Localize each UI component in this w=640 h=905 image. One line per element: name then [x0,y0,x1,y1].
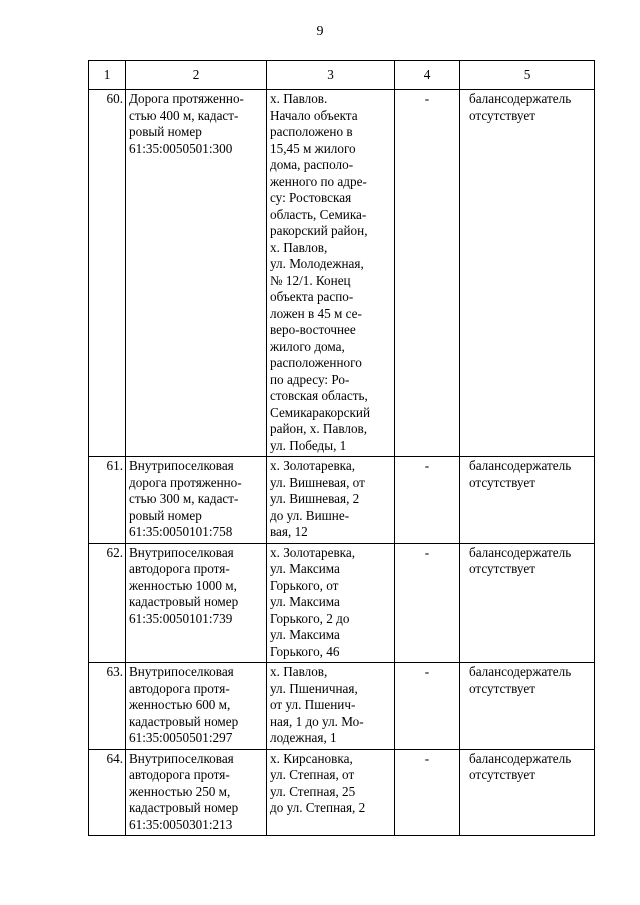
location-line: Горького, от [270,577,339,593]
object-name-line: 61:35:0050301:213 [129,816,233,832]
location-line: объекта распо- [270,289,354,304]
object-name-line: Внутрипоселковая [129,458,234,473]
holder-line: отсутствует [469,107,535,123]
holder-cell [460,663,595,750]
table-header-row [89,61,595,90]
location-line: ул. Степная, 25 [270,783,356,799]
table-row [89,90,595,457]
location-line: су: Ростовская [270,190,352,205]
location-line: дома, располо- [270,157,354,172]
location-line: ложен в 45 м се- [270,305,362,321]
object-name-line: женностью 600 м, [129,697,231,712]
location-line: х. Павлов, [270,664,328,679]
holder-cell [460,543,595,663]
location-line: расположенного [270,355,362,370]
location-line: № 12/1. Конец [270,272,351,288]
object-name-line: 61:35:0050501:300 [129,140,233,156]
object-name-cell [126,749,267,836]
object-name-cell [126,457,267,544]
location-line: от ул. Пшенич- [270,697,356,712]
location-line: ная, 1 до ул. Мо- [270,713,364,729]
object-name-cell [126,90,267,457]
header-col-4: 4 [395,61,460,90]
object-name-line: ровый номер [129,124,202,139]
location-line: до ул. Вишне- [270,507,350,523]
object-name-line: 61:35:0050101:758 [129,524,233,539]
column-4-cell: - [395,543,460,663]
holder-cell [460,457,595,544]
location-line: лодежная, 1 [270,730,337,745]
holder-line: отсутствует [469,767,535,782]
holder-line: балансодержатель [469,544,572,560]
object-name-line: Внутрипоселковая [129,750,234,766]
header-col-5: 5 [460,61,595,90]
location-cell [267,663,395,750]
row-number-cell: 64. [89,749,126,836]
location-line: х. Золотаревка, [270,458,356,473]
location-line: Горького, 46 [270,643,340,659]
location-line: женного по адре- [270,173,367,189]
object-name-line: автодорога протя- [129,680,230,696]
column-4-cell: - [395,457,460,544]
header-col-1: 1 [89,61,126,90]
holder-line: балансодержатель [469,750,572,766]
object-name-cell [126,543,267,663]
holder-line: отсутствует [469,474,535,490]
location-line: х. Золотаревка, [270,544,356,560]
object-name-line: стью 300 м, кадаст- [129,491,239,506]
location-line: до ул. Степная, 2 [270,800,366,815]
location-line: расположено в [270,124,353,139]
location-line: ул. Победы, 1 [270,437,347,453]
row-number-cell: 60. [89,90,126,457]
object-name-line: кадастровый номер [129,713,239,729]
location-line: Семикаракорский [270,404,371,420]
holder-cell [460,90,595,457]
table-row [89,749,595,836]
column-4-cell: - [395,663,460,750]
location-line: х. Кирсановка, [270,750,353,766]
object-name-line: ровый номер [129,507,202,523]
table-row [89,457,595,544]
object-name-line: женностью 1000 м, [129,577,237,593]
header-col-3: 3 [267,61,395,90]
object-name-line: 61:35:0050101:739 [129,610,233,626]
row-number-cell: 61. [89,457,126,544]
location-line: ул. Максима [270,627,340,642]
location-line: Горького, 2 до [270,610,350,626]
location-cell [267,543,395,663]
table-row [89,663,595,750]
object-name-line: стью 400 м, кадаст- [129,107,239,123]
holder-line: отсутствует [469,561,535,576]
object-name-line: кадастровый номер [129,594,239,609]
object-name-line: дорога протяженно- [129,474,242,490]
location-line: жилого дома, [270,338,345,354]
table-body [89,61,595,836]
holder-cell [460,749,595,836]
location-line: ул. Максима [270,594,340,609]
object-name-line: Внутрипоселковая [129,664,234,679]
location-cell [267,749,395,836]
location-line: ул. Степная, от [270,767,355,782]
location-line: вая, 12 [270,524,308,539]
holder-line: отсутствует [469,680,535,696]
location-line: х. Павлов. [270,91,328,106]
location-line: район, х. Павлов, [270,421,368,436]
location-line: веро-восточнее [270,322,356,337]
location-cell [267,457,395,544]
location-line: х. Павлов, [270,239,328,255]
object-name-line: женностью 250 м, [129,783,231,799]
object-name-line: автодорога протя- [129,767,230,782]
object-name-line: Внутрипоселковая [129,544,234,560]
row-number-cell: 63. [89,663,126,750]
column-4-cell: - [395,90,460,457]
object-name-cell [126,663,267,750]
location-line: ул. Молодежная, [270,256,364,271]
holder-line: балансодержатель [469,91,572,106]
location-line: 15,45 м жилого [270,140,356,156]
row-number-cell: 62. [89,543,126,663]
header-col-2: 2 [126,61,267,90]
location-line: ул. Вишневая, 2 [270,491,360,506]
location-line: область, Семика- [270,206,367,222]
object-name-line: автодорога протя- [129,561,230,576]
object-name-line: кадастровый номер [129,800,239,815]
location-line: Начало объекта [270,107,358,123]
location-line: по адресу: Ро- [270,371,350,387]
object-name-line: Дорога протяженно- [129,91,244,106]
holder-line: балансодержатель [469,458,572,473]
column-4-cell: - [395,749,460,836]
location-cell [267,90,395,457]
page-number: 9 [316,24,324,39]
location-line: стовская область, [270,388,368,403]
holder-line: балансодержатель [469,664,572,679]
registry-table [88,60,595,836]
location-line: ул. Пшеничная, [270,680,358,696]
table-row [89,543,595,663]
location-line: ул. Максима [270,561,340,576]
location-line: ракорский район, [270,223,368,238]
object-name-line: 61:35:0050501:297 [129,730,233,745]
location-line: ул. Вишневая, от [270,474,365,490]
